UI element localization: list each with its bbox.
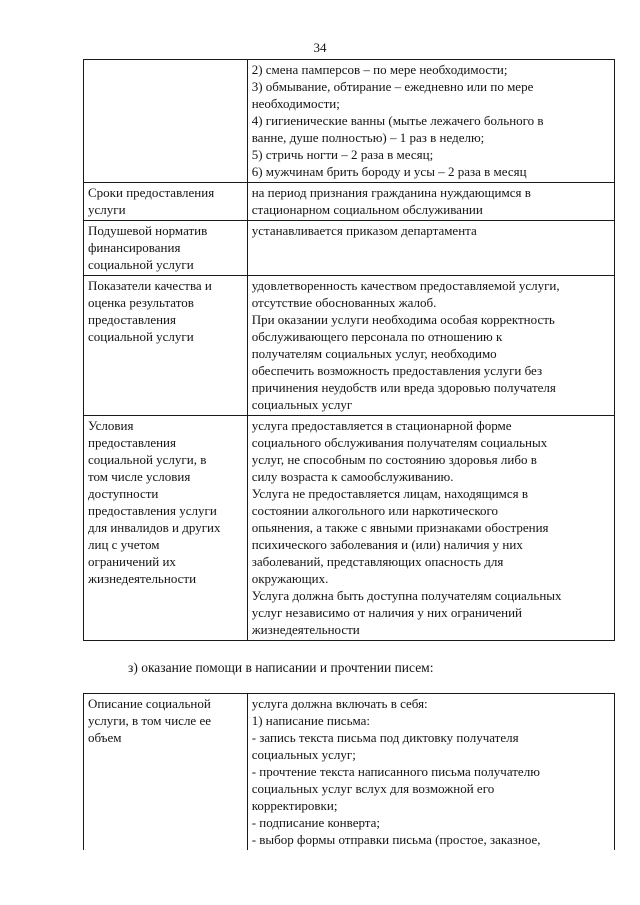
row-label-cell <box>84 694 248 851</box>
row-value-cell <box>247 416 614 641</box>
value-line: - выбор формы отправки письма (простое, заказное, <box>251 832 541 847</box>
label-line: Описание социальной <box>88 696 211 711</box>
label-line: том числе условия <box>88 469 191 484</box>
page-number: 34 <box>313 40 327 55</box>
letter-assistance-table <box>83 693 615 850</box>
value-line: психического заболевания и (или) наличия у них <box>251 537 523 552</box>
value-line: удовлетворенность качеством предоставляемой услуги, <box>251 278 560 293</box>
value-line: опьянения, а также с явными признаками обострения <box>251 520 549 535</box>
value-line: социального обслуживания получателям социальных <box>251 435 548 450</box>
label-line: услуги, в том числе ее <box>88 713 211 728</box>
value-line: стационарном социальном обслуживании <box>251 202 483 217</box>
label-line: социальной услуги <box>88 257 194 272</box>
label-line: социальной услуги <box>88 329 194 344</box>
label-line: финансирования <box>88 240 181 255</box>
value-line: - прочтение текста написанного письма получателю <box>251 764 540 779</box>
value-line: 5) стричь ногти – 2 раза в месяц; <box>251 147 434 162</box>
row-label-cell <box>84 183 248 221</box>
row-value-cell <box>247 183 614 221</box>
value-line: обеспечить возможность предоставления услуги без <box>251 363 543 378</box>
row-value-cell <box>247 276 614 416</box>
table-row <box>84 276 615 416</box>
table-row <box>84 694 615 851</box>
value-line: окружающих. <box>251 571 329 586</box>
row-label-cell <box>84 60 248 183</box>
value-line: причинения неудобств или вреда здоровью получателя <box>251 380 556 395</box>
value-line: ванне, душе полностью) – 1 раз в неделю; <box>251 130 485 145</box>
value-line: услуг независимо от наличия у них ограничений <box>251 605 523 620</box>
row-value-cell <box>247 60 614 183</box>
label-line: Подушевой норматив <box>88 223 208 238</box>
value-line: состоянии алкогольного или наркотического <box>251 503 498 518</box>
value-line: 3) обмывание, обтирание – ежедневно или по мере <box>251 79 534 94</box>
value-line: услуга предоставляется в стационарной форме <box>251 418 512 433</box>
label-line: ограничений их <box>88 554 176 569</box>
label-line: оценка результатов <box>88 295 194 310</box>
value-line: - подписание конверта; <box>251 815 381 830</box>
table-row <box>84 416 615 641</box>
label-line: для инвалидов и других <box>88 520 221 535</box>
row-value-cell <box>247 221 614 276</box>
value-line: 4) гигиенические ванны (мытье лежачего больного в <box>251 113 544 128</box>
value-line: Услуга должна быть доступна получателям социальных <box>251 588 562 603</box>
value-line: обслуживающего персонала по отношению к <box>251 329 503 344</box>
value-line: корректировки; <box>251 798 338 813</box>
table-row <box>84 60 615 183</box>
value-line: социальных услуг <box>251 397 353 412</box>
label-line: объем <box>88 730 122 745</box>
value-line: необходимости; <box>251 96 340 111</box>
value-line: Услуга не предоставляется лицам, находящимся в <box>251 486 529 501</box>
value-line: устанавливается приказом департамента <box>251 223 477 238</box>
label-line: Показатели качества и <box>88 278 212 293</box>
value-line: 6) мужчинам брить бороду и усы – 2 раза в месяц <box>251 164 527 179</box>
section-heading: з) оказание помощи в написании и прочтении писем: <box>128 660 434 675</box>
value-line: 2) смена памперсов – по мере необходимости; <box>251 62 508 77</box>
value-line: 1) написание письма: <box>251 713 371 728</box>
label-line: предоставления услуги <box>88 503 217 518</box>
value-line: услуга должна включать в себя: <box>251 696 428 711</box>
label-line: доступности <box>88 486 159 501</box>
value-line: силу возраста к самообслуживанию. <box>251 469 454 484</box>
value-line: получателям социальных услуг, необходимо <box>251 346 497 361</box>
label-line: Условия <box>88 418 134 433</box>
value-line: социальных услуг вслух для возможной его <box>251 781 495 796</box>
row-label-cell <box>84 416 248 641</box>
label-line: Сроки предоставления <box>88 185 215 200</box>
value-line: - запись текста письма под диктовку получателя <box>251 730 519 745</box>
value-line: услуг, не способным по состоянию здоровья либо в <box>251 452 537 467</box>
row-value-cell <box>247 694 614 851</box>
service-standard-table <box>83 59 615 641</box>
row-label-cell <box>84 276 248 416</box>
value-line: При оказании услуги необходима особая корректность <box>251 312 555 327</box>
label-line: предоставления <box>88 312 176 327</box>
value-line: социальных услуг; <box>251 747 356 762</box>
table-row <box>84 183 615 221</box>
value-line: жизнедеятельности <box>251 622 360 637</box>
value-line: на период признания гражданина нуждающимся в <box>251 185 531 200</box>
table-row <box>84 221 615 276</box>
label-line: предоставления <box>88 435 176 450</box>
value-line: отсутствие обоснованных жалоб. <box>251 295 437 310</box>
label-line: услуги <box>88 202 126 217</box>
label-line: лиц с учетом <box>88 537 160 552</box>
row-label-cell <box>84 221 248 276</box>
label-line: социальной услуги, в <box>88 452 207 467</box>
value-line: заболеваний, представляющих опасность для <box>251 554 504 569</box>
label-line: жизнедеятельности <box>88 571 197 586</box>
